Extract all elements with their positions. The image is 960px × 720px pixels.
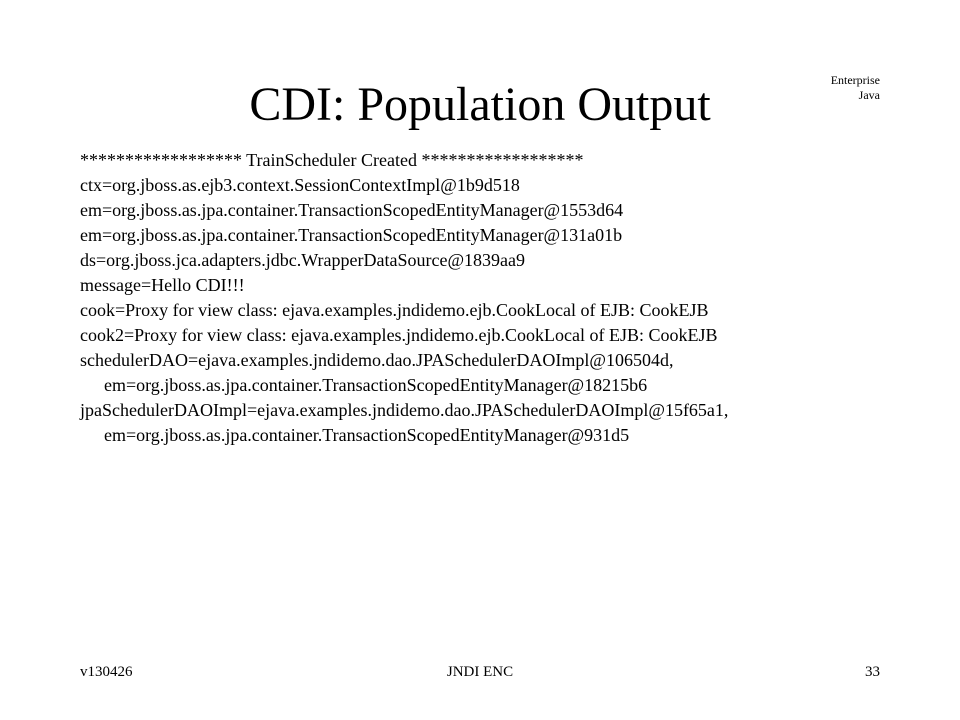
output-line: ctx=org.jboss.as.ejb3.context.SessionContextImpl@1b9d518 xyxy=(80,175,520,195)
output-line-continuation: em=org.jboss.as.jpa.container.TransactionScopedEntityManager@18215b6 xyxy=(104,375,648,395)
footer-section: JNDI ENC xyxy=(446,664,514,680)
slide-footer xyxy=(80,662,880,682)
footer-page-number: 33 xyxy=(865,664,880,680)
slide-title: CDI: Population Output xyxy=(249,78,711,131)
header-label-line2: Java xyxy=(858,88,880,102)
output-line: ****************** TrainScheduler Created ****************** xyxy=(80,150,584,170)
output-line: schedulerDAO=ejava.examples.jndidemo.dao.JPASchedulerDAOImpl@106504d, xyxy=(80,350,674,370)
output-line: message=Hello CDI!!! xyxy=(80,275,245,295)
output-line-continuation: em=org.jboss.as.jpa.container.TransactionScopedEntityManager@931d5 xyxy=(104,425,630,445)
output-line: cook=Proxy for view class: ejava.examples.jndidemo.ejb.CookLocal of EJB: CookEJB xyxy=(80,300,709,320)
output-line: jpaSchedulerDAOImpl=ejava.examples.jndidemo.dao.JPASchedulerDAOImpl@15f65a1, xyxy=(80,400,729,420)
output-line: em=org.jboss.as.jpa.container.TransactionScopedEntityManager@1553d64 xyxy=(80,200,624,220)
output-block xyxy=(80,148,880,448)
output-line: cook2=Proxy for view class: ejava.examples.jndidemo.ejb.CookLocal of EJB: CookEJB xyxy=(80,325,718,345)
output-line: ds=org.jboss.jca.adapters.jdbc.WrapperDataSource@1839aa9 xyxy=(80,250,526,270)
header-label-line1: Enterprise xyxy=(830,73,880,87)
footer-version: v130426 xyxy=(80,664,133,680)
output-line: em=org.jboss.as.jpa.container.TransactionScopedEntityManager@131a01b xyxy=(80,225,623,245)
